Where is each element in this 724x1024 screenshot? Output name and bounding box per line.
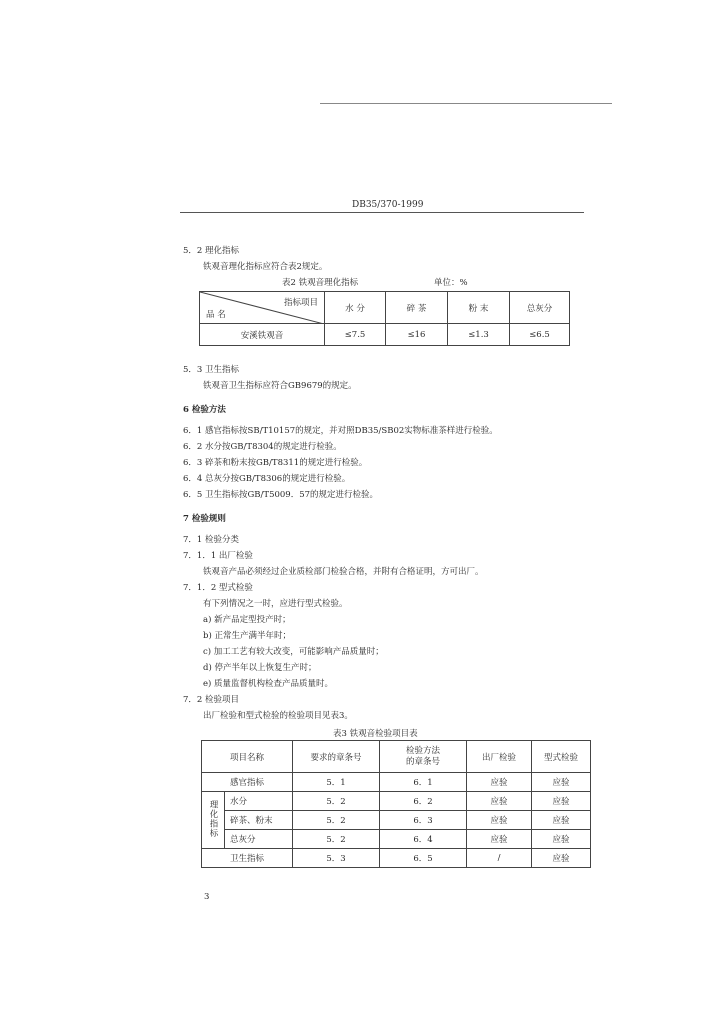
- table3-group-cell: [202, 792, 225, 849]
- section-6-item: 6．1 感官指标按SB/T10157的规定，并对照DB35/SB02实物标准茶样进行检验。: [183, 426, 498, 436]
- corner-top-label: 指标项目: [283, 298, 318, 308]
- table3-cell: 5．2: [293, 811, 380, 830]
- section-7-2-heading: 7．2 检验项目: [183, 695, 240, 705]
- case-item: b) 正常生产满半年时；: [203, 631, 291, 641]
- table3-cell: 6．4: [380, 830, 467, 849]
- table3-header: 型式检验: [532, 741, 591, 773]
- section-5-3-heading: 5．3 卫生指标: [183, 365, 240, 375]
- header-rule: [180, 212, 584, 213]
- table3-cell: 5．2: [293, 792, 380, 811]
- table3-cell: 6．5: [380, 849, 467, 868]
- section-6-heading: 6 检验方法: [183, 405, 226, 415]
- section-7-1-1-text: 铁观音产品必须经过企业质检部门检验合格，并附有合格证明，方可出厂。: [203, 567, 484, 577]
- section-7-2-text: 出厂检验和型式检验的检验项目见表3。: [203, 711, 353, 721]
- table3-cell: 6．2: [380, 792, 467, 811]
- table3-cell: 应验: [532, 830, 591, 849]
- table3-cell: 应验: [467, 811, 532, 830]
- case-item: d) 停产半年以上恢复生产时；: [203, 663, 317, 673]
- table3-cell: 应验: [532, 849, 591, 868]
- section-5-2-heading: 5．2 理化指标: [183, 246, 240, 256]
- table2: [199, 291, 570, 346]
- table3-cell: /: [467, 849, 532, 868]
- table3-header: 出厂检验: [467, 741, 532, 773]
- table3-row-name: 感官指标: [202, 773, 293, 792]
- table3-group-label: 理化指标: [208, 799, 218, 838]
- table3-row-name: 卫生指标: [202, 849, 293, 868]
- table2-cell: ≤16: [386, 324, 448, 346]
- table3-cell: 6．3: [380, 811, 467, 830]
- top-scan-line: [320, 103, 612, 104]
- table2-col-header: 总灰分: [510, 292, 570, 324]
- section-6-item: 6．3 碎茶和粉末按GB/T8311的规定进行检验。: [183, 458, 368, 468]
- table3-cell: 5．3: [293, 849, 380, 868]
- table3-cell: 6．1: [380, 773, 467, 792]
- table3-row-name: 碎茶、粉末: [225, 811, 293, 830]
- table3-cell: 应验: [532, 773, 591, 792]
- table2-caption: 表2 铁观音理化指标: [282, 278, 359, 288]
- table2-corner-cell: [200, 292, 325, 324]
- table3: [201, 740, 591, 868]
- section-5-3-text: 铁观音卫生指标应符合GB9679的规定。: [203, 381, 357, 391]
- table3-cell: 应验: [467, 830, 532, 849]
- case-item: a) 新产品定型投产时；: [203, 615, 291, 625]
- section-7-1-2-text: 有下列情况之一时，应进行型式检验。: [203, 599, 348, 609]
- table3-header: 检验方法 的章条号: [380, 741, 467, 773]
- section-7-1-heading: 7．1 检验分类: [183, 535, 240, 545]
- section-7-heading: 7 检验规则: [183, 514, 226, 524]
- section-6-item: 6．4 总灰分按GB/T8306的规定进行检验。: [183, 474, 351, 484]
- table2-col-header: 水 分: [325, 292, 386, 324]
- section-7-1-1-heading: 7．1．1 出厂检验: [183, 551, 253, 561]
- table3-cell: 应验: [532, 792, 591, 811]
- table3-row-name: 水分: [225, 792, 293, 811]
- table3-cell: 应验: [467, 792, 532, 811]
- table2-cell: ≤6.5: [510, 324, 570, 346]
- case-item: c) 加工工艺有较大改变，可能影响产品质量时；: [203, 647, 384, 657]
- table3-row-name: 总灰分: [225, 830, 293, 849]
- table2-col-header: 粉 末: [448, 292, 510, 324]
- table3-cell: 应验: [532, 811, 591, 830]
- case-item: e) 质量监督机构检查产品质量时。: [203, 679, 334, 689]
- section-6-item: 6．2 水分按GB/T8304的规定进行检验。: [183, 442, 342, 452]
- page-number: 3: [204, 892, 210, 902]
- section-5-2-text: 铁观音理化指标应符合表2规定。: [203, 262, 328, 272]
- table2-col-header: 碎 茶: [386, 292, 448, 324]
- table2-cell: ≤7.5: [325, 324, 386, 346]
- table2-cell: ≤1.3: [448, 324, 510, 346]
- table3-header: 要求的章条号: [293, 741, 380, 773]
- section-7-1-2-heading: 7．1．2 型式检验: [183, 583, 253, 593]
- standard-number: DB35/370-1999: [352, 200, 424, 210]
- table2-unit: 单位：%: [434, 278, 468, 288]
- table3-header: 项目名称: [202, 741, 293, 773]
- table3-caption: 表3 铁观音检验项目表: [333, 729, 418, 739]
- table3-cell: 应验: [467, 773, 532, 792]
- table3-cell: 5．1: [293, 773, 380, 792]
- table3-cell: 5．2: [293, 830, 380, 849]
- section-6-item: 6．5 卫生指标按GB/T5009．57的规定进行检验。: [183, 490, 379, 500]
- corner-bottom-label: 品 名: [206, 310, 226, 320]
- table2-row-name: 安溪铁观音: [200, 324, 325, 346]
